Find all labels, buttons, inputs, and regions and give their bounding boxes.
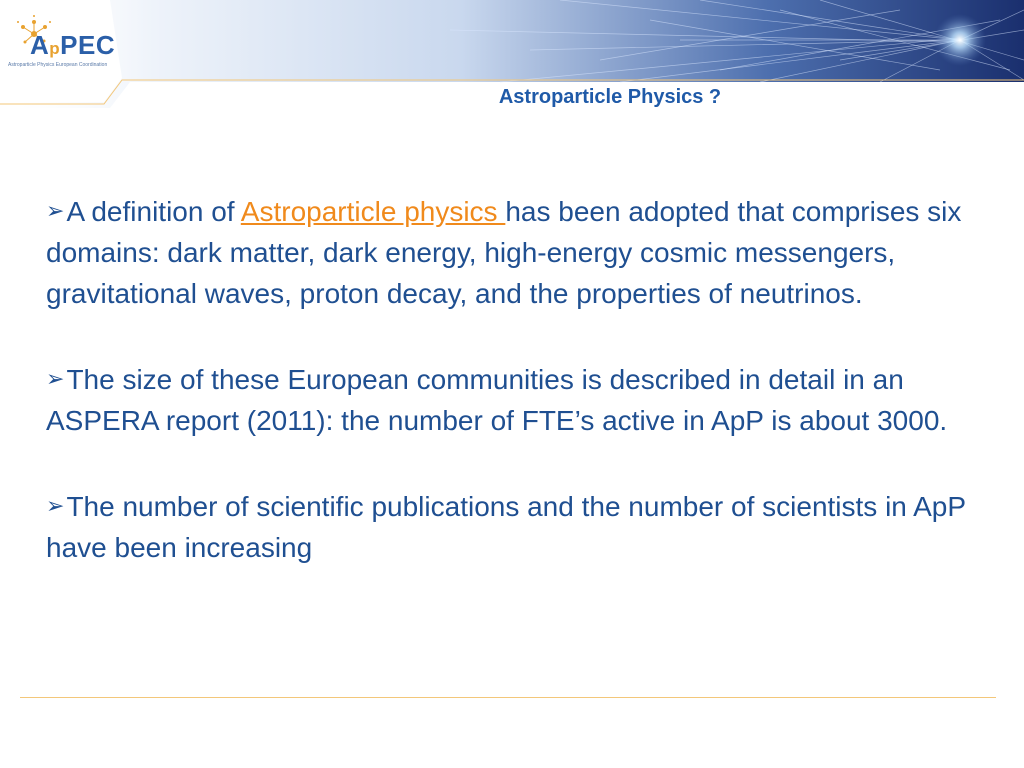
- footer-divider: [20, 697, 996, 698]
- arrow-bullet-icon: ➢: [46, 493, 65, 518]
- arrow-bullet-icon: ➢: [46, 198, 65, 223]
- bullet-text: The number of scientific publications and the number of scientists in ApP have been increasing: [46, 491, 966, 563]
- bullet-text: has been adopted that comprises six domains: dark matter, dark energy, high-energy cosmic messengers, gravitational waves, proton decay, and the properties of neutrinos.: [46, 196, 962, 309]
- slide-content: [46, 190, 976, 612]
- bullet-item: [46, 190, 976, 314]
- slide-title: Astroparticle Physics ?: [498, 86, 722, 108]
- bullet-text: The size of these European communities is described in detail in an ASPERA report (2011): the number of FTE’s active in ApP is about 3000.: [46, 364, 948, 436]
- astroparticle-physics-link[interactable]: Astroparticle physics: [240, 196, 506, 227]
- logo-tagline: Astroparticle Physics European Coordination: [8, 62, 108, 68]
- bullet-item: [46, 485, 976, 568]
- bullet-item: [46, 358, 976, 441]
- bullet-text: A definition of: [66, 196, 241, 227]
- arrow-bullet-icon: ➢: [46, 366, 65, 391]
- apec-logo: [6, 14, 126, 74]
- logo-wordmark: ApPEC: [30, 30, 116, 60]
